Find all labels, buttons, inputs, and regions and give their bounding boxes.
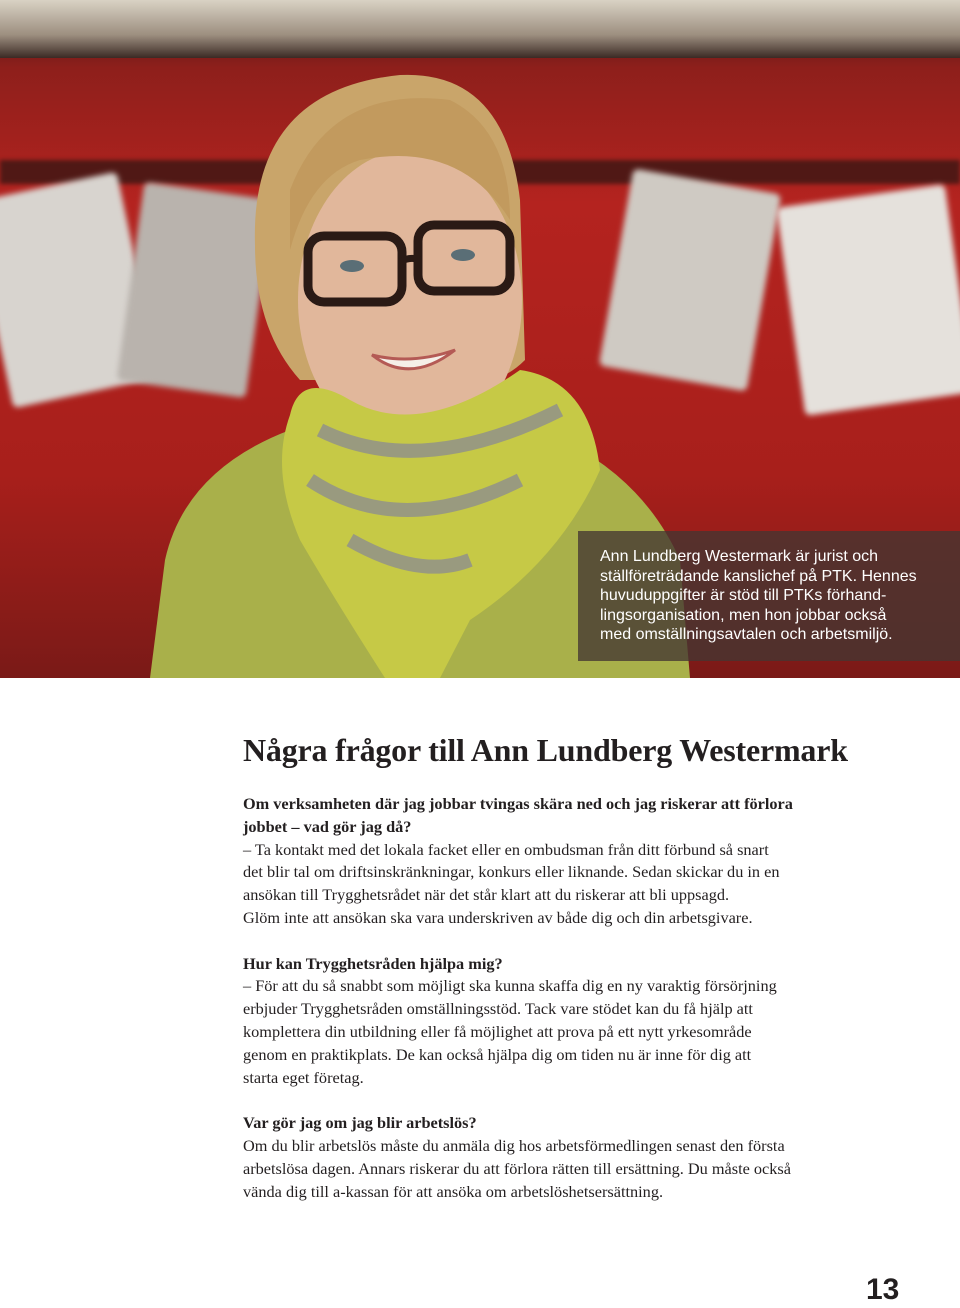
- answer-line: – Ta kontakt med det lokala facket eller en ombudsman från ditt förbund så snart: [243, 839, 769, 859]
- answer-line: arbetslösa dagen. Annars riskerar du att förlora rätten till ersättning. Du måste också: [243, 1158, 791, 1178]
- answer-line: Om du blir arbetslös måste du anmäla dig hos arbetsförmedlingen senast den första: [243, 1135, 785, 1155]
- answer-line: – För att du så snabbt som möjligt ska kunna skaffa dig en ny varaktig försörjning: [243, 976, 777, 996]
- answer-line: vända dig till a-kassan för att ansöka om arbetslöshetsersättning.: [243, 1181, 664, 1201]
- answer-line: starta eget företag.: [243, 1067, 364, 1087]
- answer-line: komplettera din utbildning eller få möjlighet att prova på ett nytt yrkesområde: [243, 1021, 752, 1041]
- caption-line: huvuduppgifter är stöd till PTKs förhand-: [600, 587, 887, 604]
- answer-line: Glöm inte att ansökan ska vara underskriven av både dig och din arbetsgivare.: [243, 907, 753, 927]
- page-heading: Några frågor till Ann Lundberg Westermark: [243, 732, 848, 768]
- caption-line: ställföreträdande kanslichef på PTK. Hennes: [600, 567, 917, 585]
- question-line: Var gör jag om jag blir arbetslös?: [243, 1113, 477, 1133]
- answer-line: erbjuder Trygghetsråden omställningsstöd. Tack vare stödet kan du få hjälp att: [243, 999, 753, 1019]
- interview-body: [243, 793, 843, 1203]
- answer-line: det blir tal om driftsinskränkningar, konkurs eller liknande. Sedan skickar du in en: [243, 862, 780, 882]
- question-line: jobbet – vad gör jag då?: [243, 816, 412, 836]
- caption-line: Ann Lundberg Westermark är jurist och: [600, 548, 879, 565]
- question-line: Hur kan Trygghetsråden hjälpa mig?: [243, 953, 503, 973]
- caption-line: lingsorganisation, men hon jobbar också: [600, 606, 887, 624]
- photo-caption-box: [578, 531, 960, 661]
- caption-line: med omställningsavtalen och arbetsmiljö.: [600, 626, 893, 643]
- answer-line: ansökan till Trygghetsrådet när det står klart att du riskerar att bli uppsagd.: [243, 885, 730, 905]
- page-number: 13: [866, 1273, 900, 1306]
- question-line: Om verksamheten där jag jobbar tvingas skära ned och jag riskerar att förlora: [243, 794, 793, 813]
- answer-line: genom en praktikplats. De kan också hjälpa dig om tiden nu är inne för dig att: [243, 1044, 752, 1064]
